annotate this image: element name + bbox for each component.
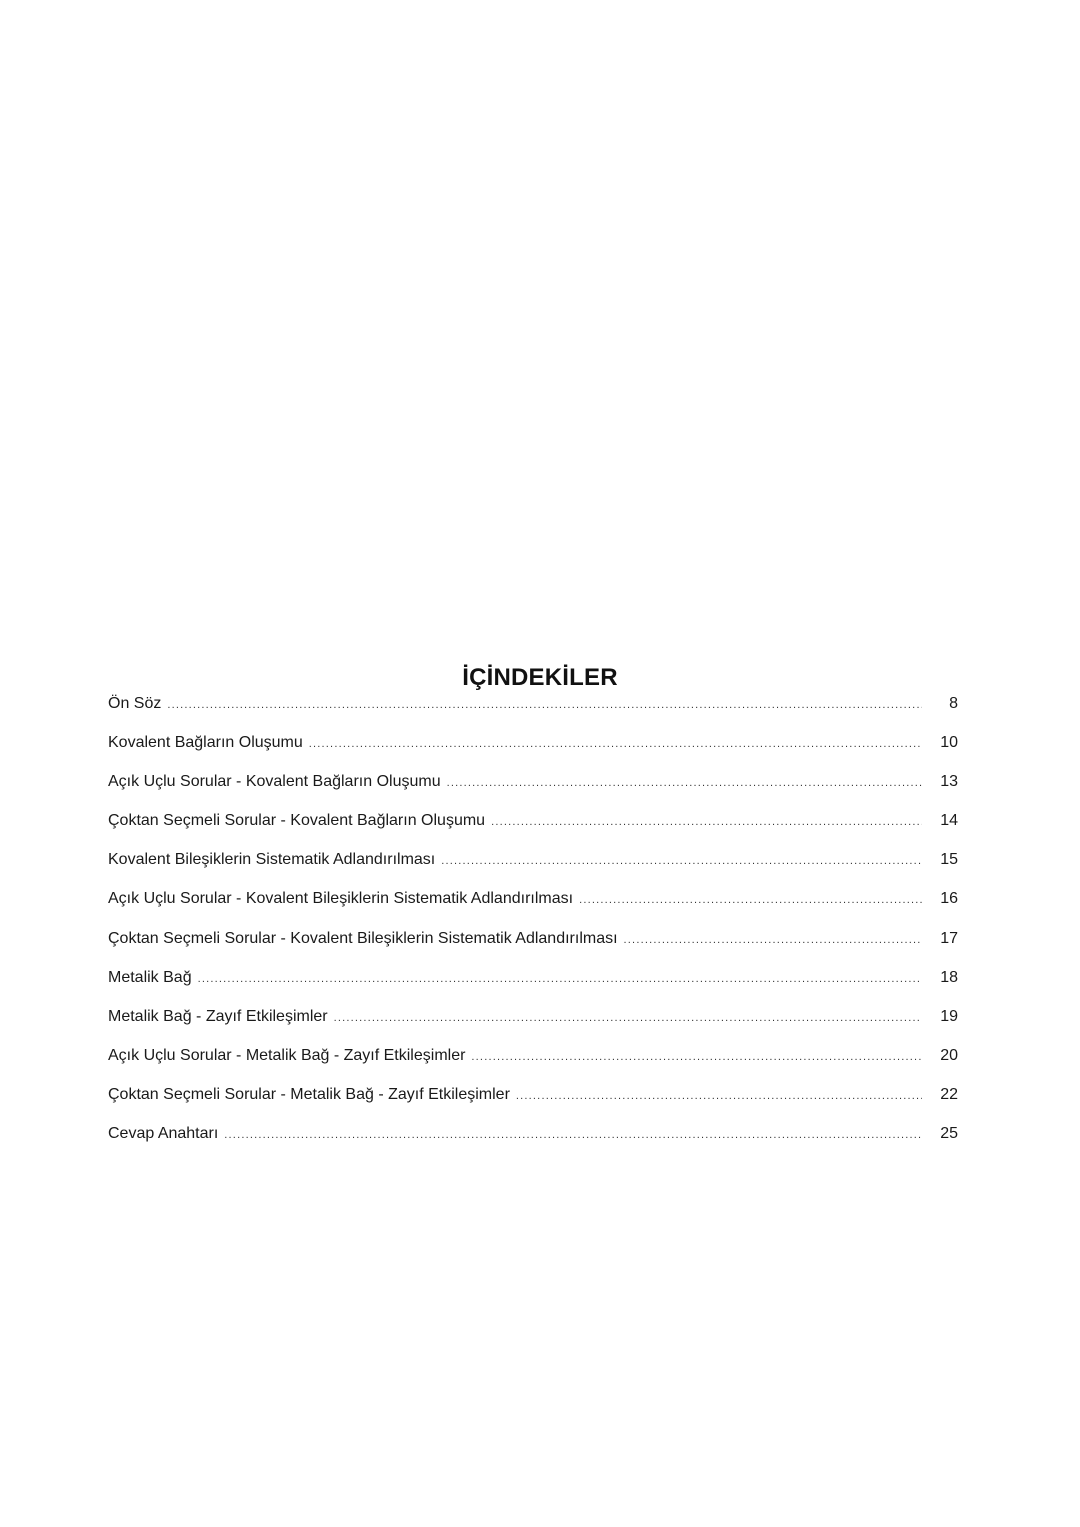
toc-leader-dots bbox=[516, 1086, 922, 1106]
toc-entry[interactable] bbox=[108, 889, 958, 928]
toc-entry-page: 19 bbox=[940, 1007, 958, 1025]
toc-leader-dots bbox=[579, 890, 922, 910]
toc-leader-dots bbox=[471, 1047, 922, 1067]
toc-entry-page: 22 bbox=[940, 1085, 958, 1103]
toc-leader-dots bbox=[167, 695, 922, 715]
toc-entry[interactable] bbox=[108, 811, 958, 850]
toc-entry[interactable] bbox=[108, 1085, 958, 1124]
toc-entry-page: 15 bbox=[940, 851, 958, 869]
toc-entry-label: Metalik Bağ - Zayıf Etkileşimler bbox=[108, 1007, 328, 1025]
toc-entry-label: Kovalent Bağların Oluşumu bbox=[108, 734, 303, 752]
toc-entry-page: 16 bbox=[940, 890, 958, 908]
toc-entry-label: Ön Söz bbox=[108, 695, 162, 712]
toc-entry-label: Çoktan Seçmeli Sorular - Kovalent Bağların Oluşumu bbox=[108, 812, 486, 830]
toc-leader-dots bbox=[309, 734, 922, 754]
toc-entry[interactable] bbox=[108, 1046, 958, 1085]
toc-entry-label: Metalik Bağ bbox=[108, 968, 192, 986]
toc-leader-dots bbox=[441, 851, 922, 871]
toc-leader-dots bbox=[224, 1125, 922, 1145]
toc-leader-dots bbox=[447, 773, 922, 793]
toc-entry-page: 14 bbox=[940, 812, 958, 830]
toc-entry-label: Açık Uçlu Sorular - Kovalent Bileşiklerin Sistematik Adlandırılması bbox=[108, 890, 574, 908]
toc-leader-dots bbox=[334, 1008, 922, 1028]
table-of-contents bbox=[108, 694, 958, 1163]
toc-leader-dots bbox=[624, 930, 922, 950]
toc-entry-label: Açık Uçlu Sorular - Kovalent Bağların Oluşumu bbox=[108, 773, 441, 791]
toc-entry-label: Çoktan Seçmeli Sorular - Metalik Bağ - Zayıf Etkileşimler bbox=[108, 1085, 510, 1103]
toc-entry-page: 13 bbox=[940, 773, 958, 791]
toc-entry[interactable] bbox=[108, 968, 958, 1007]
toc-entry-label: Çoktan Seçmeli Sorular - Kovalent Bileşiklerin Sistematik Adlandırılması bbox=[108, 929, 618, 947]
toc-entry[interactable] bbox=[108, 850, 958, 889]
toc-entry[interactable] bbox=[108, 1007, 958, 1046]
toc-entry-label: Kovalent Bileşiklerin Sistematik Adlandırılması bbox=[108, 851, 436, 869]
toc-entry-label: Cevap Anahtarı bbox=[108, 1125, 219, 1143]
toc-entry-page: 17 bbox=[940, 929, 958, 947]
toc-entry[interactable] bbox=[108, 772, 958, 811]
toc-title: İÇİNDEKİLER bbox=[462, 664, 618, 691]
toc-entry[interactable] bbox=[108, 1124, 958, 1163]
toc-entry-page: 25 bbox=[940, 1125, 958, 1143]
toc-entry-page: 18 bbox=[940, 968, 958, 986]
toc-entry-page: 8 bbox=[949, 695, 958, 712]
toc-entry[interactable] bbox=[108, 694, 958, 733]
toc-entry-page: 20 bbox=[940, 1046, 958, 1064]
toc-entry-page: 10 bbox=[940, 734, 958, 752]
toc-leader-dots bbox=[198, 969, 922, 989]
toc-entry-label: Açık Uçlu Sorular - Metalik Bağ - Zayıf Etkileşimler bbox=[108, 1046, 466, 1064]
toc-entry[interactable] bbox=[108, 929, 958, 968]
toc-leader-dots bbox=[491, 812, 922, 832]
toc-entry[interactable] bbox=[108, 733, 958, 772]
